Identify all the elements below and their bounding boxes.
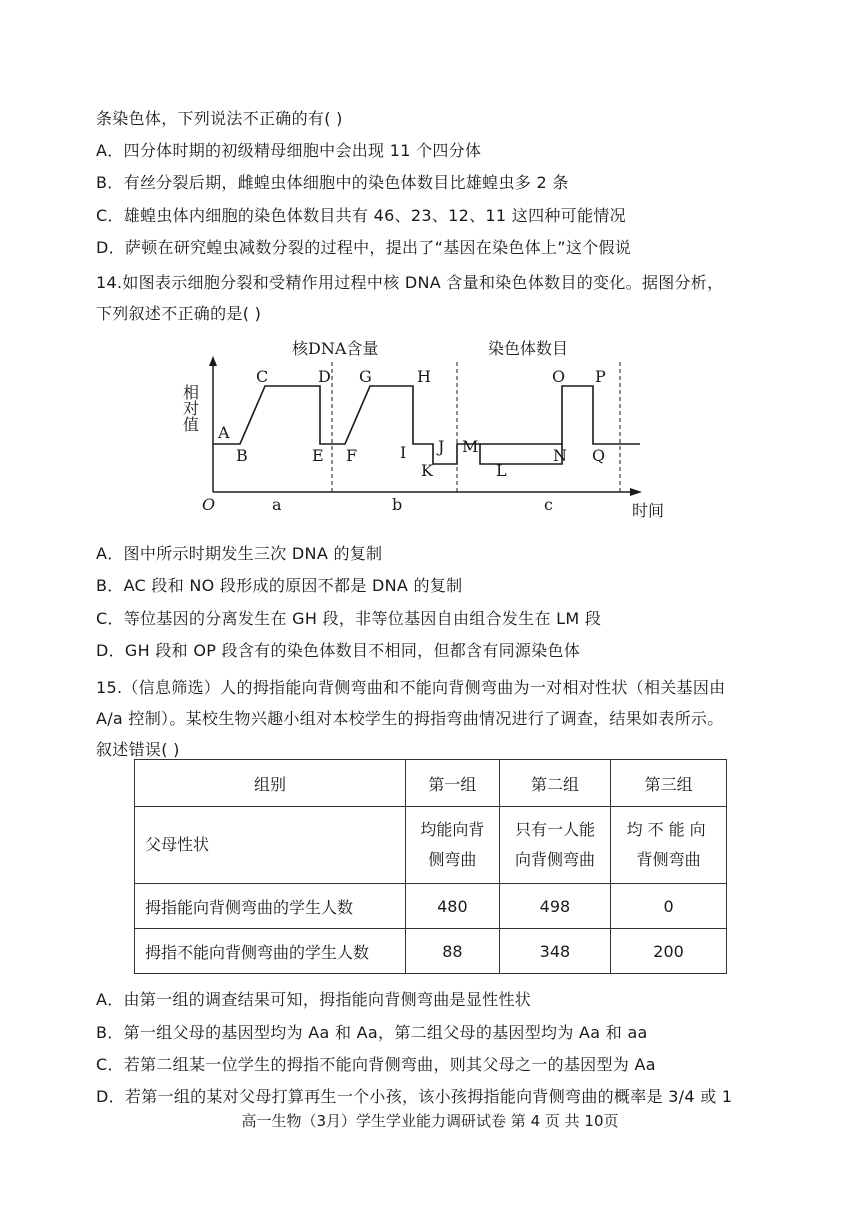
cell-line: 均能向背	[420, 820, 485, 839]
q15-option-b: B．第一组父母的基因型均为 Aa 和 Aa，第二组父母的基因型均为 Aa 和 aa	[96, 1023, 648, 1042]
cell-line: 侧弯曲	[428, 850, 477, 869]
table-header-row	[135, 760, 727, 807]
q13-stem-tail: 条染色体，下列说法不正确的有( )	[96, 109, 343, 128]
cell-line: 向背侧弯曲	[514, 850, 595, 869]
segment-a-label: a	[272, 495, 282, 514]
diagram-svg	[180, 334, 680, 524]
table-row	[135, 884, 727, 929]
label-m: M	[462, 437, 479, 456]
q14-stem-line2: 下列叙述不正确的是( )	[96, 304, 262, 323]
q15-stem-line2: A/a 控制）。某校生物兴趣小组对本校学生的拇指弯曲情况进行了调查，结果如表所示。	[96, 709, 724, 728]
y-axis-arrow	[209, 356, 217, 366]
row-label-can: 拇指能向背侧弯曲的学生人数	[135, 884, 406, 929]
cell-g1-cannot: 88	[406, 929, 500, 974]
label-a: A	[218, 423, 230, 442]
q15-stem-line1: 15.（信息筛选）人的拇指能向背侧弯曲和不能向背侧弯曲为一对相对性状（相关基因由	[96, 678, 726, 697]
q13-option-c: C．雄蝗虫体内细胞的染色体数目共有 46、23、12、11 这四种可能情况	[96, 206, 626, 225]
page-footer: 高一生物（3月）学生学业能力调研试卷 第 4 页 共 10页	[241, 1112, 619, 1130]
q14-option-d: D．GH 段和 OP 段含有的染色体数目不相同，但都含有同源染色体	[96, 641, 581, 660]
dna-chromosome-diagram	[180, 334, 680, 524]
cell-g3-cannot: 200	[611, 929, 727, 974]
q15-option-a: A．由第一组的调查结果可知，拇指能向背侧弯曲是显性性状	[96, 990, 532, 1009]
thumb-survey-table	[134, 759, 727, 974]
label-i: I	[400, 443, 407, 462]
row-label-parents: 父母性状	[135, 807, 406, 884]
q15-option-d: D．若第一组的某对父母打算再生一个小孩，该小孩拇指能向背侧弯曲的概率是 3/4 或 1	[96, 1087, 733, 1106]
title-dna: 核DNA含量	[292, 339, 379, 358]
chrom-curve	[480, 386, 640, 444]
title-chrom: 染色体数目	[488, 339, 569, 358]
label-j: J	[438, 437, 445, 456]
table-row	[135, 929, 727, 974]
cell-line: 背侧弯曲	[636, 850, 701, 869]
cell-line: 均不能向	[626, 820, 711, 839]
cell-g2-cannot: 348	[499, 929, 610, 974]
x-axis-arrow	[630, 488, 642, 496]
label-g: G	[359, 367, 372, 386]
label-h: H	[417, 367, 431, 386]
header-group2: 第二组	[499, 760, 610, 807]
q15-option-c: C．若第二组某一位学生的拇指不能向背侧弯曲，则其父母之一的基因型为 Aa	[96, 1055, 656, 1074]
label-e: E	[312, 446, 324, 465]
header-group: 组别	[135, 760, 406, 807]
cell-g1-trait	[406, 807, 500, 884]
cell-g3-can: 0	[611, 884, 727, 929]
label-o: O	[552, 367, 566, 386]
label-n: N	[553, 446, 567, 465]
label-c: C	[256, 367, 269, 386]
x-label: 时间	[632, 501, 665, 520]
q15-stem-line3: 叙述错误( )	[96, 740, 180, 759]
q13-option-d: D．萨顿在研究蝗虫减数分裂的过程中，提出了“基因在染色体上”这个假说	[96, 238, 632, 257]
origin-label: O	[202, 495, 216, 514]
q14-option-a: A．图中所示时期发生三次 DNA 的复制	[96, 544, 383, 563]
cell-g1-can: 480	[406, 884, 500, 929]
y-label: 相对值	[180, 384, 200, 432]
q14-option-c: C．等位基因的分离发生在 GH 段，非等位基因自由组合发生在 LM 段	[96, 609, 602, 628]
row-label-cannot: 拇指不能向背侧弯曲的学生人数	[135, 929, 406, 974]
q14-stem-line1: 14.如图表示细胞分裂和受精作用过程中核 DNA 含量和染色体数目的变化。据图分析，	[96, 273, 724, 292]
cell-g2-can: 498	[499, 884, 610, 929]
segment-b-label: b	[392, 495, 403, 514]
header-group1: 第一组	[406, 760, 500, 807]
table-row	[135, 807, 727, 884]
cell-g2-trait	[499, 807, 610, 884]
q13-option-a: A．四分体时期的初级精母细胞中会出现 11 个四分体	[96, 141, 482, 160]
q13-option-b: B．有丝分裂后期，雌蝗虫体细胞中的染色体数目比雄蝗虫多 2 条	[96, 173, 569, 192]
dna-curve	[213, 386, 562, 464]
label-f: F	[346, 446, 358, 465]
header-group3: 第三组	[611, 760, 727, 807]
q14-option-b: B．AC 段和 NO 段形成的原因不都是 DNA 的复制	[96, 576, 463, 595]
label-b: B	[236, 446, 248, 465]
label-q: Q	[592, 446, 606, 465]
label-k: K	[421, 461, 433, 480]
cell-line: 只有一人能	[514, 820, 595, 839]
label-p: P	[595, 367, 606, 386]
label-l: L	[496, 461, 507, 480]
segment-c-label: c	[544, 495, 553, 514]
label-d: D	[318, 367, 331, 386]
cell-g3-trait	[611, 807, 727, 884]
